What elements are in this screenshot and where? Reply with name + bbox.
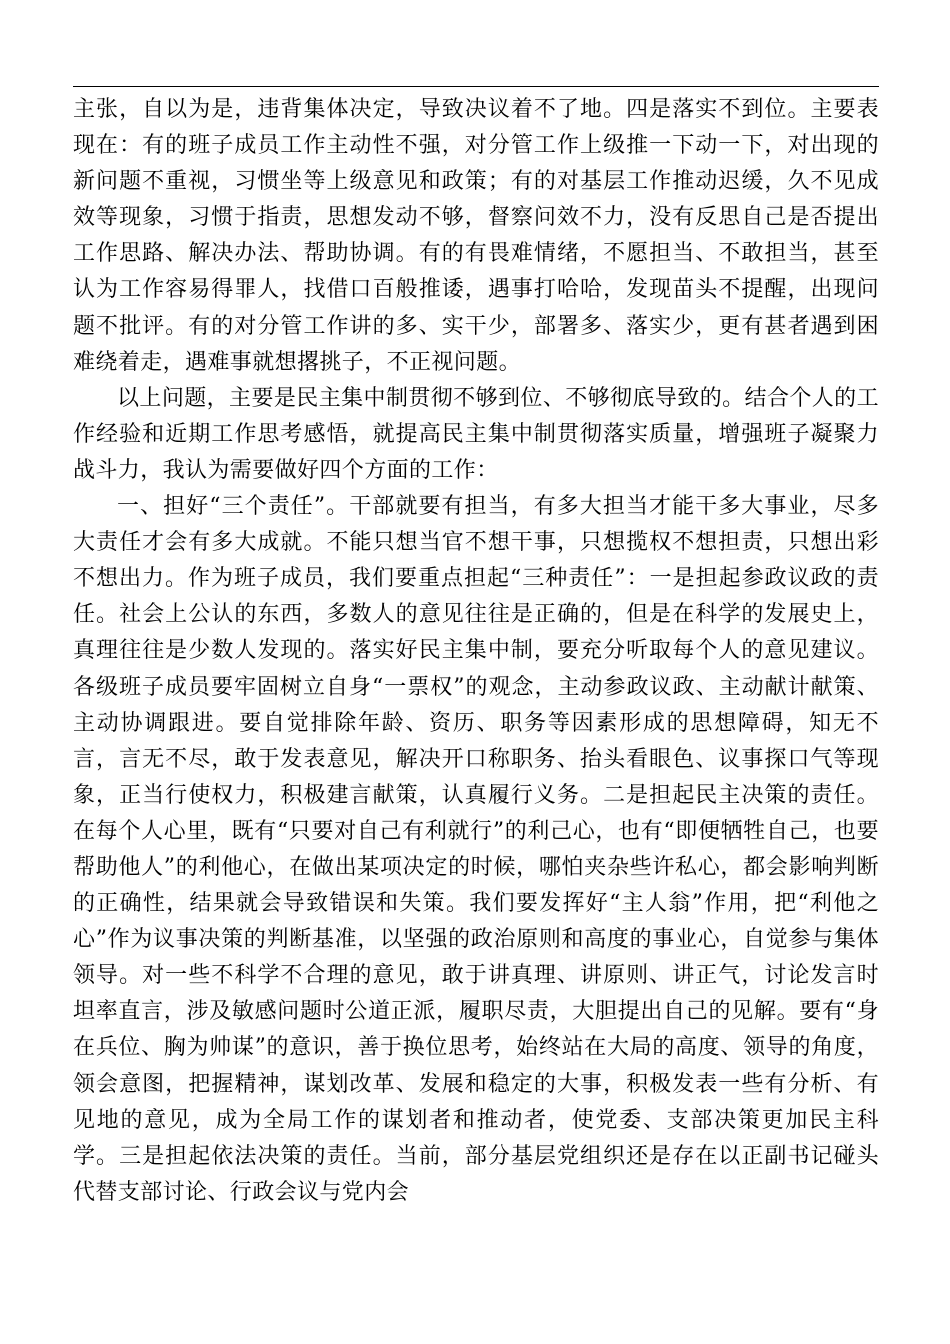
header-rule	[73, 86, 879, 87]
paragraph-summary: 以上问题，主要是民主集中制贯彻不够到位、不够彻底导致的。结合个人的工作经验和近期工作思考感悟，就提高民主集中制贯彻落实质量，增强班子凝聚力战斗力，我认为需要做好四个方面的工作：	[73, 385, 879, 483]
document-body	[73, 92, 879, 1211]
paragraph-continuation: 主张，自以为是，违背集体决定，导致决议着不了地。四是落实不到位。主要表现在：有的班子成员工作主动性不强，对分管工作上级推一下动一下，对出现的新问题不重视，习惯坐等上级意见和政策；有的对基层工作推动迟缓，久不见成效等现象，习惯于指责，思想发动不够，督察问效不力，没有反思自己是否提出工作思路、解决办法、帮助协调。有的有畏难情绪，不愿担当、不敢担当，甚至认为工作容易得罪人，找借口百般推诿，遇事打哈哈，发现苗头不提醒，出现问题不批评。有的对分管工作讲的多、实干少，部署多、落实少，更有甚者遇到困难绕着走，遇难事就想撂挑子，不正视问题。	[73, 97, 879, 375]
paragraph-three-responsibilities: 一、担好“三个责任”。干部就要有担当，有多大担当才能干多大事业，尽多大责任才会有多大成就。不能只想当官不想干事，只想揽权不想担责，只想出彩不想出力。作为班子成员，我们要重点担起“三种责任”：一是担起参政议政的责任。社会上公认的东西，多数人的意见往往是正确的，但是在科学的发展史上，真理往往是少数人发现的。落实好民主集中制，要充分听取每个人的意见建议。各级班子成员要牢固树立自身“一票权”的观念，主动参政议政、主动献计献策、主动协调跟进。要自觉排除年龄、资历、职务等因素形成的思想障碍，知无不言，言无不尽，敢于发表意见，解决开口称职务、抬头看眼色、议事探口气等现象，正当行使权力，积极建言献策，认真履行义务。二是担起民主决策的责任。在每个人心里，既有“只要对自己有利就行”的利己心，也有“即便牺牲自己，也要帮助他人”的利他心，在做出某项决定的时候，哪怕夹杂些许私心，都会影响判断的正确性，结果就会导致错误和失策。我们要发挥好“主人翁”作用，把“利他之心”作为议事决策的判断基准，以坚强的政治原则和高度的事业心，自觉参与集体领导。对一些不科学不合理的意见，敢于讲真理、讲原则、讲正气，讨论发言时坦率直言，涉及敏感问题时公道正派，履职尽责，大胆提出自己的见解。要有“身在兵位、胸为帅谋”的意识，善于换位思考，始终站在大局的高度、领导的角度，领会意图，把握精神，谋划改革、发展和稳定的大事，积极发表一些有分析、有见地的意见，成为全局工作的谋划者和推动者，使党委、支部决策更加民主科学。三是担起依法决策的责任。当前，部分基层党组织还是存在以正副书记碰头代替支部讨论、行政会议与党内会	[73, 494, 879, 1205]
